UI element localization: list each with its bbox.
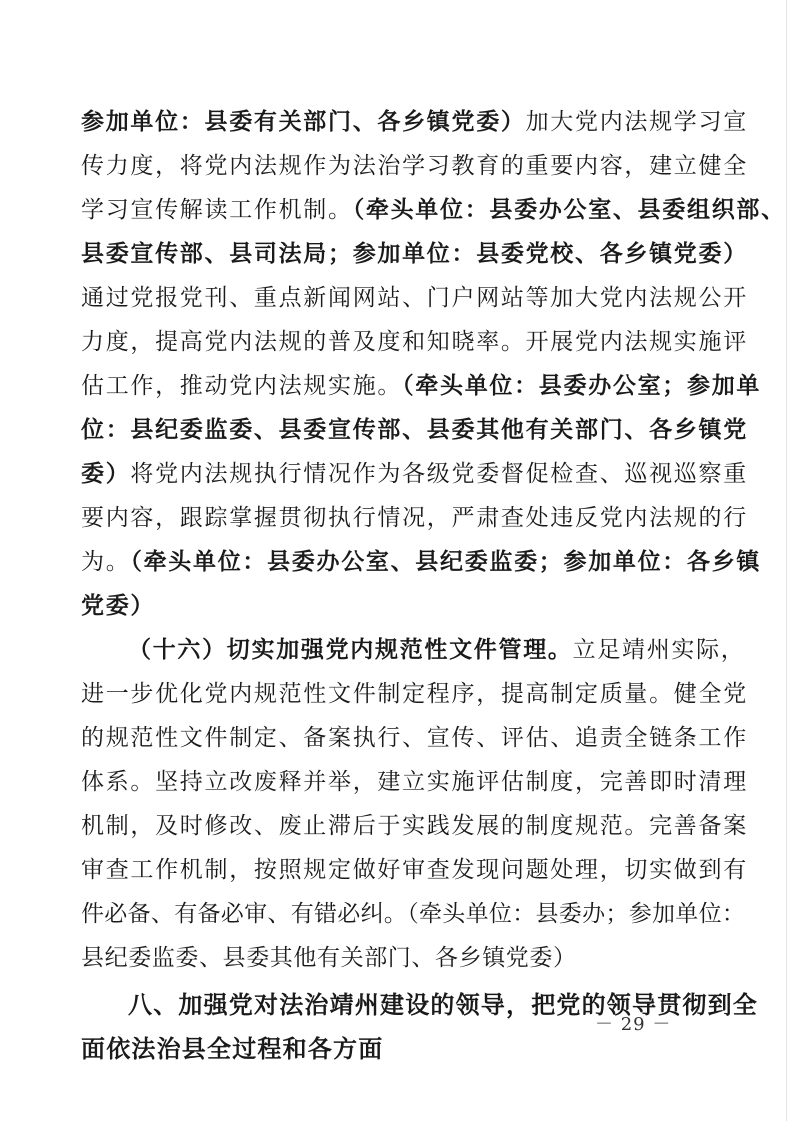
text-line [81,459,748,489]
body-text: 件必备、有备必审、有错必纠。（牵头单位：县委办；参加单位： [81,901,746,927]
bold-text: 参加单位：县委有关部门、各乡镇党委） [81,108,526,135]
bold-text: （牵头单位：县委办公室、县委组织部、 [352,196,786,223]
body-text: 县纪委监委、县委其他有关部门、各乡镇党委） [81,945,577,971]
scan-edge-line [786,0,787,1121]
text-line [81,107,748,137]
text-line [81,547,762,577]
section-heading-line [128,635,746,665]
text-line [81,283,748,313]
text-line [81,415,748,445]
bold-text: 县委宣传部、县司法局；参加单位：县委党校、各乡镇党委） [81,240,748,267]
body-text: 为。 [81,549,131,575]
chapter-title: 八、加强党对法治靖州建设的领导，把党的领导贯彻到全 [128,990,758,1019]
page-number: － 29 － [595,1014,672,1035]
body-text: 的规范性文件制定、备案执行、宣传、评估、追责全链条工作 [81,725,748,751]
bold-text: 委） [81,460,131,487]
text-line [81,151,748,181]
body-text: 体系。坚持立改废释并举，建立实施评估制度，完善即时清理 [81,769,748,795]
text-line [81,503,748,533]
text-line [81,327,748,357]
body-text: 传力度，将党内法规作为法治学习教育的重要内容，建立健全 [81,153,748,179]
text-line [81,679,748,709]
bold-text: （牵头单位：县委办公室、县纪委监委；参加单位：各乡镇 [130,548,762,575]
chapter-heading-line [81,1034,721,1064]
text-line [81,943,721,973]
section-title: （十六）切实加强党内规范性文件管理。 [128,636,573,663]
text-line [81,239,748,269]
bold-text: 党委） [81,592,156,619]
bold-text: 位：县纪委监委、县委宣传部、县委其他有关部门、各乡镇党 [81,416,748,443]
body-text: 估工作，推动党内法规实施。 [81,373,403,399]
text-line [81,371,762,401]
body-text: 加大党内法规学习宣 [525,109,748,135]
body-text: 力度，提高党内法规的普及度和知晓率。开展党内法规实施评 [81,329,748,355]
body-text: 机制，及时修改、废止滞后于实践发展的制度规范。完善备案 [81,813,748,839]
body-text: 学习宣传解读工作机制。 [81,197,353,223]
text-line [81,855,748,885]
body-text: 要内容，跟踪掌握贯彻执行情况，严肃查处违反党内法规的行 [81,505,748,531]
chapter-title: 面依法治县全过程和各方面 [81,1034,384,1063]
text-line [81,767,748,797]
bold-text: （牵头单位：县委办公室；参加单 [402,372,762,399]
body-text: 进一步优化党内规范性文件制定程序，提高制定质量。健全党 [81,681,748,707]
body-text: 审查工作机制，按照规定做好审查发现问题处理，切实做到有 [81,857,748,883]
text-line [81,591,721,621]
body-text: 通过党报党刊、重点新闻网站、门户网站等加大党内法规公开 [81,285,748,311]
body-text: 将党内法规执行情况作为各级党委督促检查、巡视巡察重 [130,461,748,487]
text-line [81,899,746,929]
text-line [81,811,748,841]
text-line [81,195,786,225]
body-text: 立足靖州实际， [572,637,746,663]
text-line [81,723,748,753]
